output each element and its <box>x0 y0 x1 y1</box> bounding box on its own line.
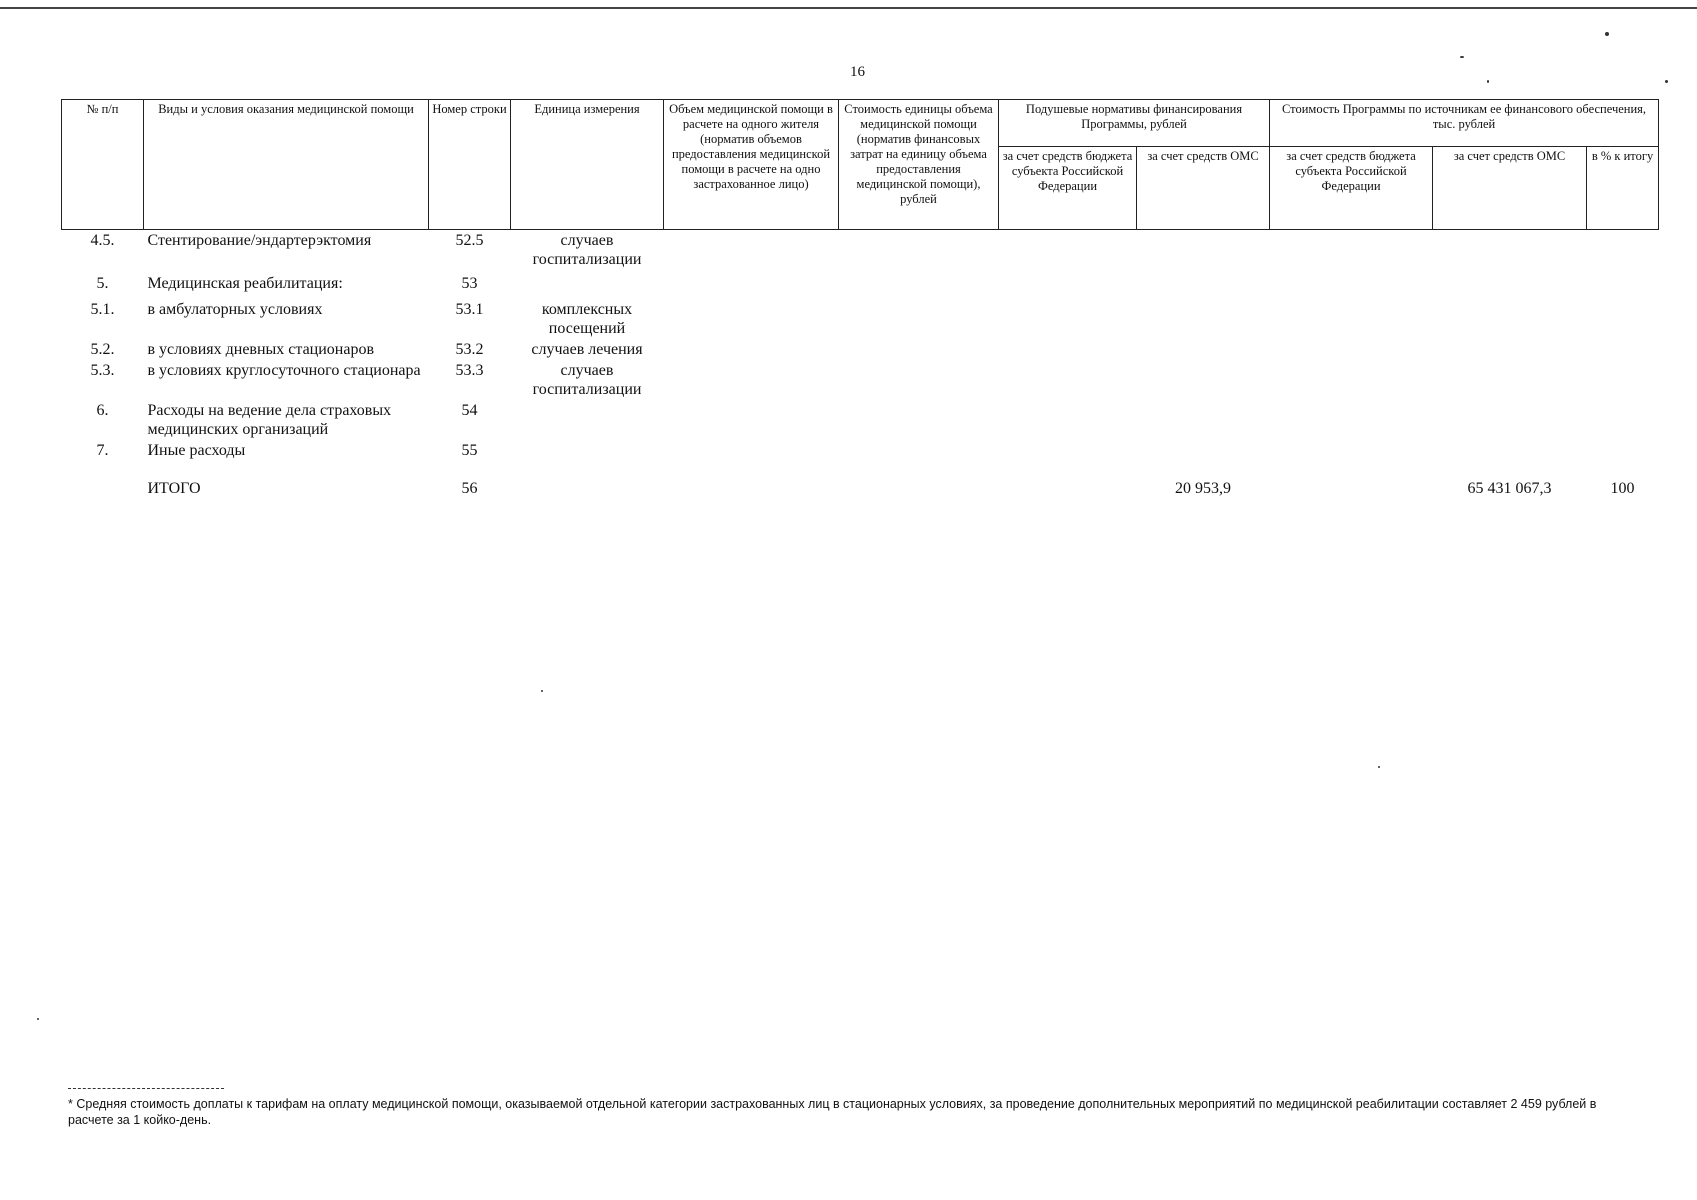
row-line: 54 <box>461 402 478 419</box>
row-program-pct <box>1587 440 1659 461</box>
scan-speck <box>37 1018 39 1020</box>
scan-speck <box>1665 80 1668 83</box>
footnote-divider <box>68 1088 224 1089</box>
table-row <box>62 400 1659 440</box>
table-row <box>62 440 1659 461</box>
row-per-capita-oms <box>1137 400 1270 440</box>
row-unit: случаев лечения <box>531 341 643 358</box>
row-program-pct <box>1587 400 1659 440</box>
row-unit: комплексных посещений <box>541 301 633 337</box>
header-unit: Единица измерения <box>511 100 664 230</box>
header-cost: Стоимость единицы объема медицинской помощи (норматив финансовых затрат на единицу объема предоставления медицинской помощи), рублей <box>839 100 999 230</box>
row-per-capita-oms <box>1137 230 1270 271</box>
row-program-oms: 65 431 067,3 <box>1467 480 1552 497</box>
row-program-pct <box>1587 360 1659 400</box>
row-line: 53.2 <box>455 341 484 358</box>
row-program-pct <box>1587 270 1659 299</box>
row-num: 5.2. <box>90 341 115 358</box>
table-row <box>62 299 1659 339</box>
row-program-oms <box>1433 270 1587 299</box>
row-line: 55 <box>461 442 478 459</box>
header-per-capita-group: Подушевые нормативы финансирования Программы, рублей <box>999 100 1270 147</box>
row-per-capita-oms <box>1137 339 1270 360</box>
row-num: 5. <box>96 275 109 292</box>
row-name: в условиях круглосуточного стационара <box>147 362 421 379</box>
page-number: 16 <box>850 64 865 80</box>
row-num: 5.1. <box>90 301 115 318</box>
row-num: 6. <box>96 402 109 419</box>
row-name: Расходы на ведение дела страховых медицинских организаций <box>147 402 392 438</box>
row-name: Медицинская реабилитация: <box>147 275 343 292</box>
row-num: 5.3. <box>90 362 115 379</box>
row-num: 4.5. <box>90 232 115 249</box>
row-name: в амбулаторных условиях <box>147 301 323 318</box>
scan-speck <box>1605 32 1609 36</box>
financing-table <box>61 99 1659 499</box>
scan-speck <box>1487 80 1489 83</box>
row-program-oms <box>1433 400 1587 440</box>
row-program-oms <box>1433 299 1587 339</box>
table-row <box>62 230 1659 271</box>
scan-speck <box>1378 766 1380 768</box>
row-per-capita-oms <box>1137 270 1270 299</box>
header-program-pct: в % к итогу <box>1587 147 1659 230</box>
row-name: в условиях дневных стационаров <box>147 341 375 358</box>
row-per-capita-oms <box>1137 440 1270 461</box>
row-unit <box>511 461 664 499</box>
row-line: 53 <box>461 275 478 292</box>
row-per-capita-oms <box>1137 299 1270 339</box>
row-line: 56 <box>461 480 478 497</box>
row-line: 52.5 <box>455 232 484 249</box>
row-num <box>62 461 144 499</box>
row-unit <box>511 440 664 461</box>
row-line: 53.1 <box>455 301 484 318</box>
row-unit <box>511 400 664 440</box>
row-program-oms <box>1433 339 1587 360</box>
scan-speck <box>541 690 543 692</box>
scan-speck <box>1460 56 1464 58</box>
row-name: Иные расходы <box>147 442 246 459</box>
table-row <box>62 270 1659 299</box>
header-program-oms: за счет средств ОМС <box>1433 147 1587 230</box>
header-program-group: Стоимость Программы по источникам ее финансового обеспечения, тыс. рублей <box>1270 100 1659 147</box>
row-program-pct <box>1587 230 1659 271</box>
row-num: 7. <box>96 442 109 459</box>
table-row <box>62 360 1659 400</box>
row-program-pct: 100 <box>1610 480 1635 497</box>
top-scan-rule <box>0 7 1697 9</box>
footnote: * Средняя стоимость доплаты к тарифам на оплату медицинской помощи, оказываемой отдельной категории застрахованных лиц в стационарных условиях, за проведение дополнительных мероприятий по медицинской реабилитации составляет 2 459 рублей в расчете за 1 койко-день. <box>68 1097 1597 1127</box>
table-row-total <box>62 461 1659 499</box>
row-unit: случаев госпитализации <box>532 232 642 268</box>
row-per-capita-oms <box>1137 360 1270 400</box>
row-name: Стентирование/эндартерэктомия <box>147 232 372 249</box>
header-volume: Объем медицинской помощи в расчете на одного жителя (норматив объемов предоставления медицинской помощи в расчете на одно застрахованное лицо) <box>664 100 839 230</box>
table-header <box>62 100 1659 230</box>
header-program-budget: за счет средств бюджета субъекта Российской Федерации <box>1270 147 1433 230</box>
table-body <box>62 230 1659 500</box>
header-line: Номер строки <box>429 100 511 230</box>
header-per-capita-oms: за счет средств ОМС <box>1137 147 1270 230</box>
header-name: Виды и условия оказания медицинской помощи <box>144 100 429 230</box>
header-per-capita-budget: за счет средств бюджета субъекта Российской Федерации <box>999 147 1137 230</box>
row-unit: случаев госпитализации <box>532 362 642 398</box>
row-name: ИТОГО <box>147 480 201 497</box>
header-num: № п/п <box>62 100 144 230</box>
row-unit <box>511 270 664 299</box>
row-per-capita-oms: 20 953,9 <box>1175 480 1231 497</box>
row-program-oms <box>1433 360 1587 400</box>
row-program-oms <box>1433 230 1587 271</box>
row-line: 53.3 <box>455 362 484 379</box>
row-program-oms <box>1433 440 1587 461</box>
row-program-pct <box>1587 299 1659 339</box>
table-row <box>62 339 1659 360</box>
row-program-pct <box>1587 339 1659 360</box>
